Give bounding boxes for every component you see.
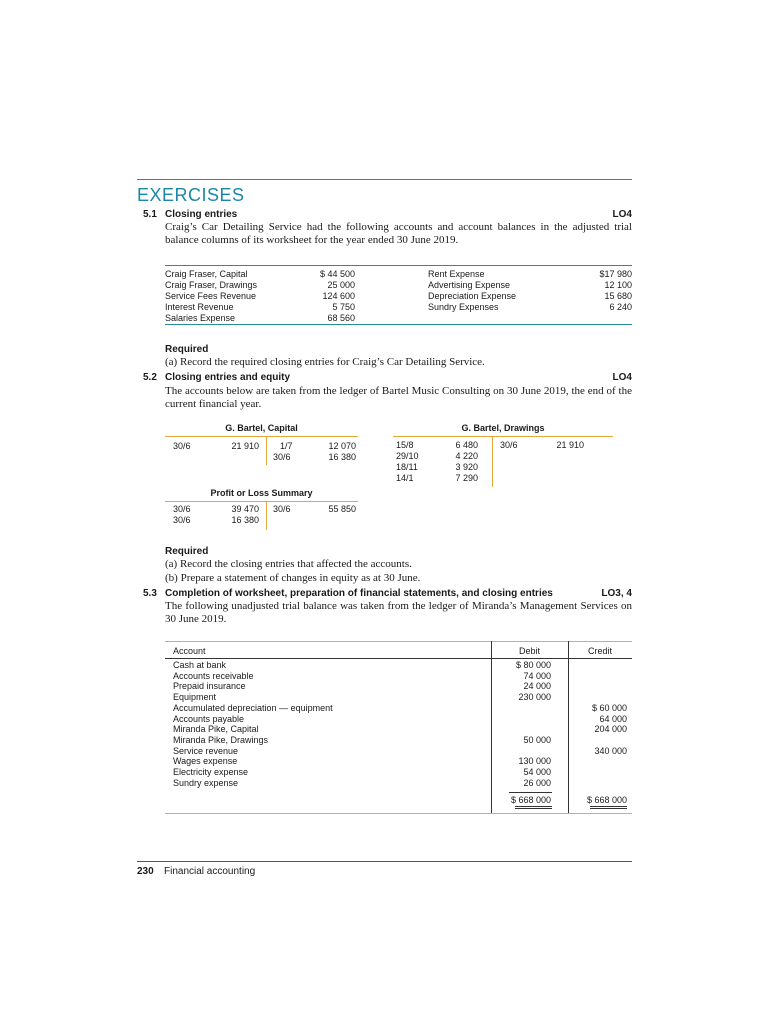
entry-date: 1/7 [280,441,293,451]
exercise-title: Completion of worksheet, preparation of financial statements, and closing entries [165,588,553,599]
table-bottom-rule [165,324,632,325]
entry-amount: 16 380 [328,452,356,462]
exercise-paragraph: The accounts below are taken from the ledger of Bartel Music Consulting on 30 June 2019, the end of the current financial year. [165,385,632,410]
entry-amount: 6 480 [455,440,478,450]
row-account: Equipment [173,692,217,703]
entry-amount: 4 220 [455,451,478,461]
t-account-divider [266,436,267,465]
row-account: Sundry expense [173,777,239,788]
entry-amount: 21 910 [556,440,584,450]
page-number: 230 [137,866,154,877]
row-debit: 24 000 [523,681,551,692]
total-debit: $ 668 000 [510,795,551,805]
t-account-title: G. Bartel, Drawings [461,423,545,433]
column-header-account: Account [173,646,206,656]
entry-amount: 55 850 [328,504,356,514]
entry-amount: 12 070 [328,441,356,451]
total-credit: $ 668 000 [586,795,627,805]
entry-date: 14/1 [396,473,414,483]
row-account: Accumulated depreciation — equipment [173,702,333,713]
exercise-title: Closing entries and equity [165,372,291,383]
entry-date: 18/11 [396,462,418,472]
exercise-number: 5.3 [143,588,157,599]
exercise-number: 5.2 [143,372,157,383]
header-rule [165,658,632,659]
row-account: Miranda Pike, Capital [173,724,259,735]
row-debit: 230 000 [518,692,551,703]
t-account-rule [393,436,613,437]
row-debit: 74 000 [523,670,551,681]
double-underline [515,808,552,809]
row-credit: $ 60 000 [591,702,627,713]
required-item: (b) Prepare a statement of changes in equity as at 30 June. [165,572,421,584]
row-credit: 340 000 [594,745,627,756]
t-account-title: Profit or Loss Summary [210,488,313,498]
learning-objective: LO4 [612,209,632,220]
row-debit: 50 000 [523,734,551,745]
column-divider [491,641,492,813]
column-header-debit: Debit [518,646,540,656]
row-debit: 54 000 [523,767,551,777]
section-heading: EXERCISES [137,185,245,205]
entry-date: 30/6 [500,440,518,450]
required-label: Required [165,546,209,557]
required-item: (a) Record the closing entries that affected the accounts. [165,558,412,570]
t-account-divider [492,436,493,487]
row-account: Service revenue [173,745,239,756]
required-item: (a) Record the required closing entries for Craig’s Car Detailing Service. [165,356,485,368]
double-underline [590,806,627,807]
learning-objective: LO4 [612,372,632,383]
footer-rule [137,861,632,862]
row-account: Electricity expense [173,767,249,777]
table-bottom-rule [165,813,632,814]
entry-amount: 16 380 [231,515,259,525]
row-account: Accounts payable [173,713,245,724]
entry-amount: 7 290 [455,473,478,483]
entry-date: 30/6 [273,452,291,462]
entry-date: 30/6 [173,504,191,514]
double-underline [515,806,552,807]
book-title: Financial accounting [164,866,256,877]
row-account: Cash at bank [173,660,227,670]
exercise-paragraph: The following unadjusted trial balance was taken from the ledger of Miranda’s Management Services on 30 June 2019. [165,600,632,625]
row-account: Prepaid insurance [173,681,246,692]
heading-rule [137,179,632,180]
table-top-rule [165,265,632,266]
row-debit: 130 000 [518,756,551,767]
row-credit: 204 000 [594,724,627,735]
table-top-rule [165,641,632,642]
row-account: Accounts receivable [173,670,254,681]
entry-date: 29/10 [396,451,419,461]
t-account-rule [165,501,358,502]
t-account-rule [165,436,358,437]
exercise-title: Closing entries [165,209,238,220]
t-account-title: G. Bartel, Capital [225,423,298,433]
row-debit: 26 000 [523,777,551,788]
t-account-divider [266,501,267,530]
row-account: Wages expense [173,756,238,767]
entry-amount: 21 910 [231,441,259,451]
entry-amount: 39 470 [231,504,259,514]
row-credit: 64 000 [599,713,627,724]
total-underline [509,792,552,793]
entry-date: 30/6 [173,515,191,525]
entry-amount: 3 920 [455,462,478,472]
column-header-credit: Credit [587,646,612,656]
double-underline [590,808,627,809]
entry-date: 30/6 [173,441,191,451]
column-divider [568,641,569,813]
exercise-paragraph: Craig’s Car Detailing Service had the following accounts and account balances in the adjusted trial balance columns of its worksheet for the year ended 30 June 2019. [165,221,632,246]
required-label: Required [165,344,209,355]
entry-date: 30/6 [273,504,291,514]
learning-objective: LO3, 4 [601,588,632,599]
row-account: Miranda Pike, Drawings [173,734,269,745]
exercise-number: 5.1 [143,209,157,220]
row-debit: $ 80 000 [515,660,551,670]
entry-date: 15/8 [396,440,414,450]
